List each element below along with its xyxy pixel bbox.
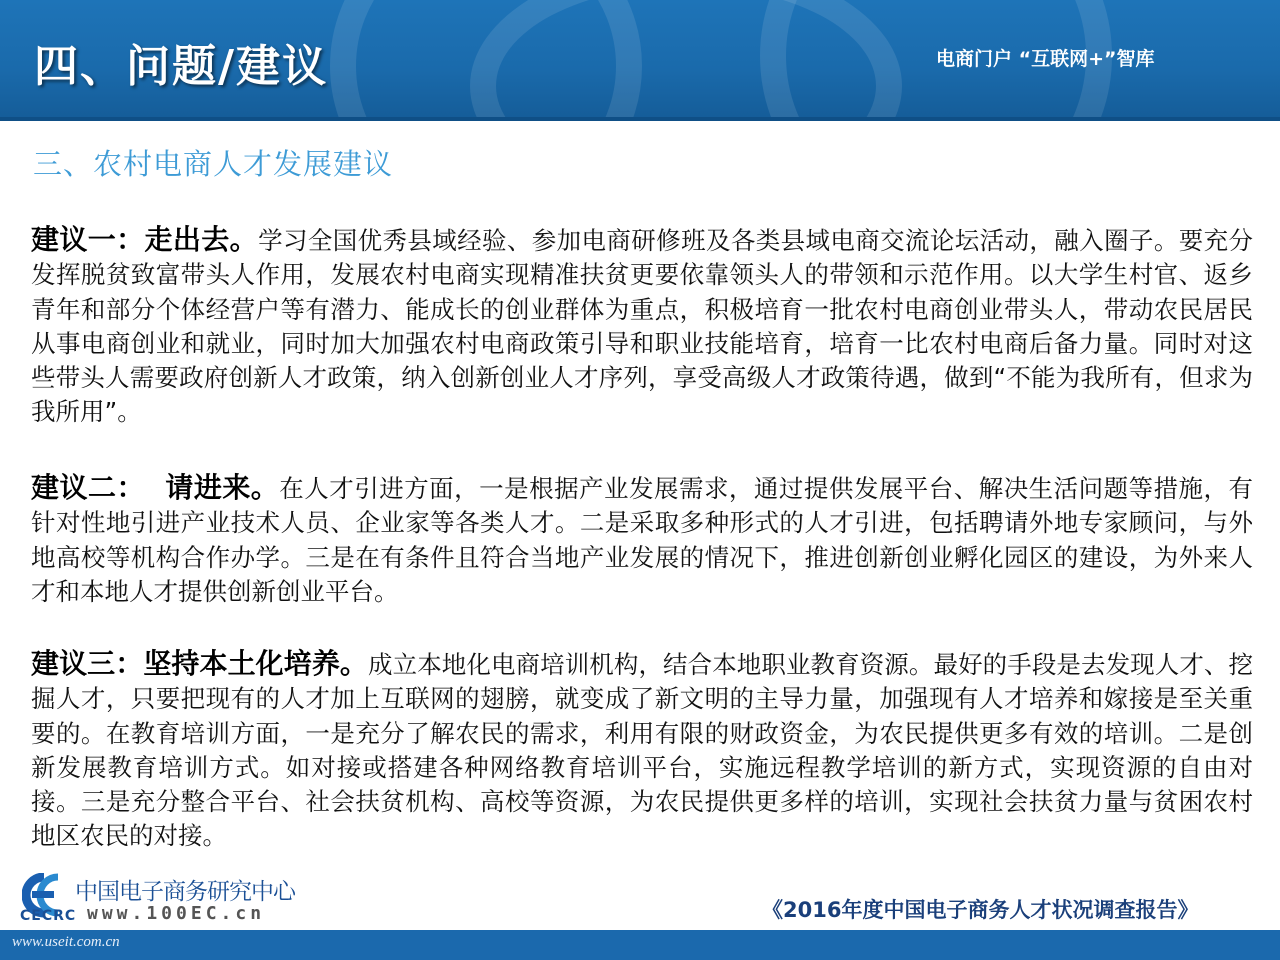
org-url: www.100EC.cn <box>87 903 266 924</box>
page-title: 四、问题/建议 <box>34 41 329 92</box>
report-title: 《2016年度中国电子商务人才状况调查报告》 <box>762 898 1199 922</box>
suggestion-body: 成立本地化电商培训机构，结合本地职业教育资源。最好的手段是去发现人才、挖掘人才，只要把现有的人才加上互联网的翅膀，就变成了新文明的主导力量，加强现有人才培养和嫁接是至关重要的。在教育培训方面，一是充分了解农民的需求，利用有限的财政资金，为农民提供更多有效的培训。二是创新发展教育培训方式。如对接或搭建各种网络教育培训平台，实施远程教学培训的新方式，实现资源的自由对接。三是充分整合平台、社会扶贫机构、高校等资源，为农民提供更多样的培训，实现社会扶贫力量与贫困农村地区农民的对接。 <box>31 650 1253 851</box>
footer-bar <box>0 930 1280 960</box>
watermark-url: www.useit.com.cn <box>12 934 120 950</box>
suggestion-paragraph-3 <box>31 647 1253 854</box>
org-abbreviation: CECRC <box>20 908 77 924</box>
suggestion-lead: 建议三：坚持本土化培养。 <box>31 647 369 680</box>
suggestion-lead: 建议二： 请进来。 <box>31 471 280 504</box>
suggestion-paragraph-1 <box>31 223 1253 430</box>
suggestion-body: 学习全国优秀县域经验、参加电商研修班及各类县域电商交流论坛活动，融入圈子。要充分发挥脱贫致富带头人作用，发展农村电商实现精准扶贫更要依靠领头人的带领和示范作用。以大学生村官、返乡青年和部分个体经营户等有潜力、能成长的创业群体为重点，积极培育一批农村电商创业带头人，带动农民居民从事电商创业和就业，同时加大加强农村电商政策引导和职业技能培育，培育一比农村电商后备力量。同时对这些带头人需要政府创新人才政策，纳入创新创业人才序列，享受高级人才政策待遇，做到“不能为我所有，但求为我所用”。 <box>31 226 1253 427</box>
header-divider <box>0 117 1280 121</box>
suggestion-lead: 建议一：走出去。 <box>31 223 259 256</box>
suggestion-body: 在人才引进方面，一是根据产业发展需求，通过提供发展平台、解决生活问题等措施，有针对性地引进产业技术人员、企业家等各类人才。二是采取多种形式的人才引进，包括聘请外地专家顾问，与外地高校等机构合作办学。三是在有条件且符合当地产业发展的情况下，推进创新创业孵化园区的建设，为外来人才和本地人才提供创新创业平台。 <box>31 474 1254 606</box>
header-tagline: 电商门户 “互联网+”智库 <box>936 48 1155 70</box>
section-heading: 三、农村电商人才发展建议 <box>33 147 394 181</box>
suggestion-paragraph-2 <box>31 471 1253 609</box>
org-name: 中国电子商务研究中心 <box>75 879 295 905</box>
